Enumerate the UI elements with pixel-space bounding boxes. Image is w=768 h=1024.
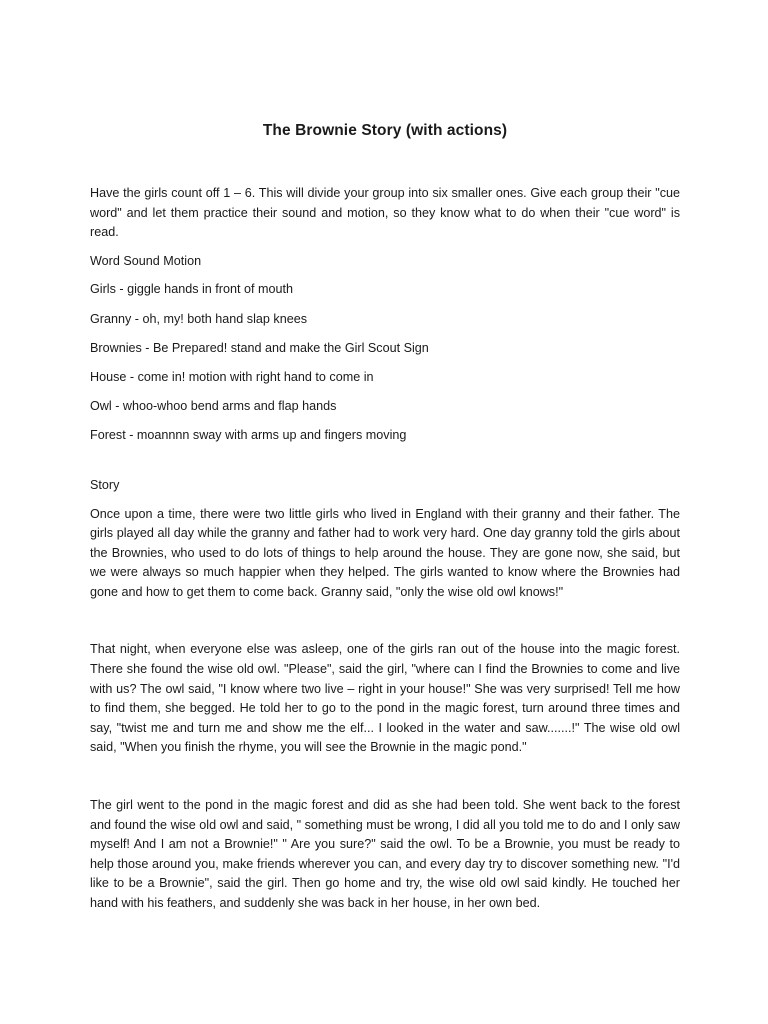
cue-word-item: Brownies - Be Prepared! stand and make the Girl Scout Sign xyxy=(90,340,429,355)
cue-word-item: Owl - whoo-whoo bend arms and flap hands xyxy=(90,399,337,414)
document-title: The Brownie Story (with actions) xyxy=(262,122,508,139)
story-paragraph: The girl went to the pond in the magic forest and did as she had been told. She went back to the forest and found the wise old owl and said, " something must be wrong, I did all you told me to do and I only saw myself! And I am not a Brownie!" " Are you sure?" said the owl. To be a Brownie, you must be ready to help those around you, make friends wherever you can, and every day try to discover something new. "I'd like to be a Brownie", said the girl. Then go home and try, the wise old owl said kindly. He touched her hand with his feathers, and suddenly she was back in her house, in her own bed. xyxy=(90,798,680,910)
cue-word-item: House - come in! motion with right hand to come in xyxy=(90,369,374,384)
cue-word-item: Forest - moannnn sway with arms up and fingers moving xyxy=(90,428,407,443)
story-paragraph: Once upon a time, there were two little girls who lived in England with their granny and their father. The girls played all day while the granny and father had to work very hard. One day granny told the girls about the Brownies, who used to do lots of things to help around the house. They are gone now, she said, but we were always so much happier when they helped. The girls wanted to know where the Brownies had gone and how to get them to come back. Granny said, "only the wise old owl knows!" xyxy=(90,506,680,599)
story-paragraph: That night, when everyone else was asleep, one of the girls ran out of the house into the magic forest. There she found the wise old owl. "Please", said the girl, "where can I find the Brownies to come and live with us? The owl said, "I know where two live – right in your house!" She was very surprised! Tell me how to find them, she begged. He told her to go to the pond in the magic forest, turn around three times and say, "twist me and turn me and show me the elf... I looked in the water and saw.......!" The wise old owl said, "When you finish the rhyme, you will see the Brownie in the magic pond." xyxy=(90,642,680,755)
story-heading: Story xyxy=(90,477,120,492)
intro-paragraph: Have the girls count off 1 – 6. This will divide your group into six smaller ones. Give each group their "cue word" and let them practice their sound and motion, so they know what to do when their "cue word" is read. xyxy=(90,186,680,240)
cue-word-item: Girls - giggle hands in front of mouth xyxy=(90,282,294,297)
cue-word-list xyxy=(90,280,680,446)
cue-word-item: Granny - oh, my! both hand slap knees xyxy=(90,311,308,326)
legend-heading: Word Sound Motion xyxy=(90,253,202,268)
